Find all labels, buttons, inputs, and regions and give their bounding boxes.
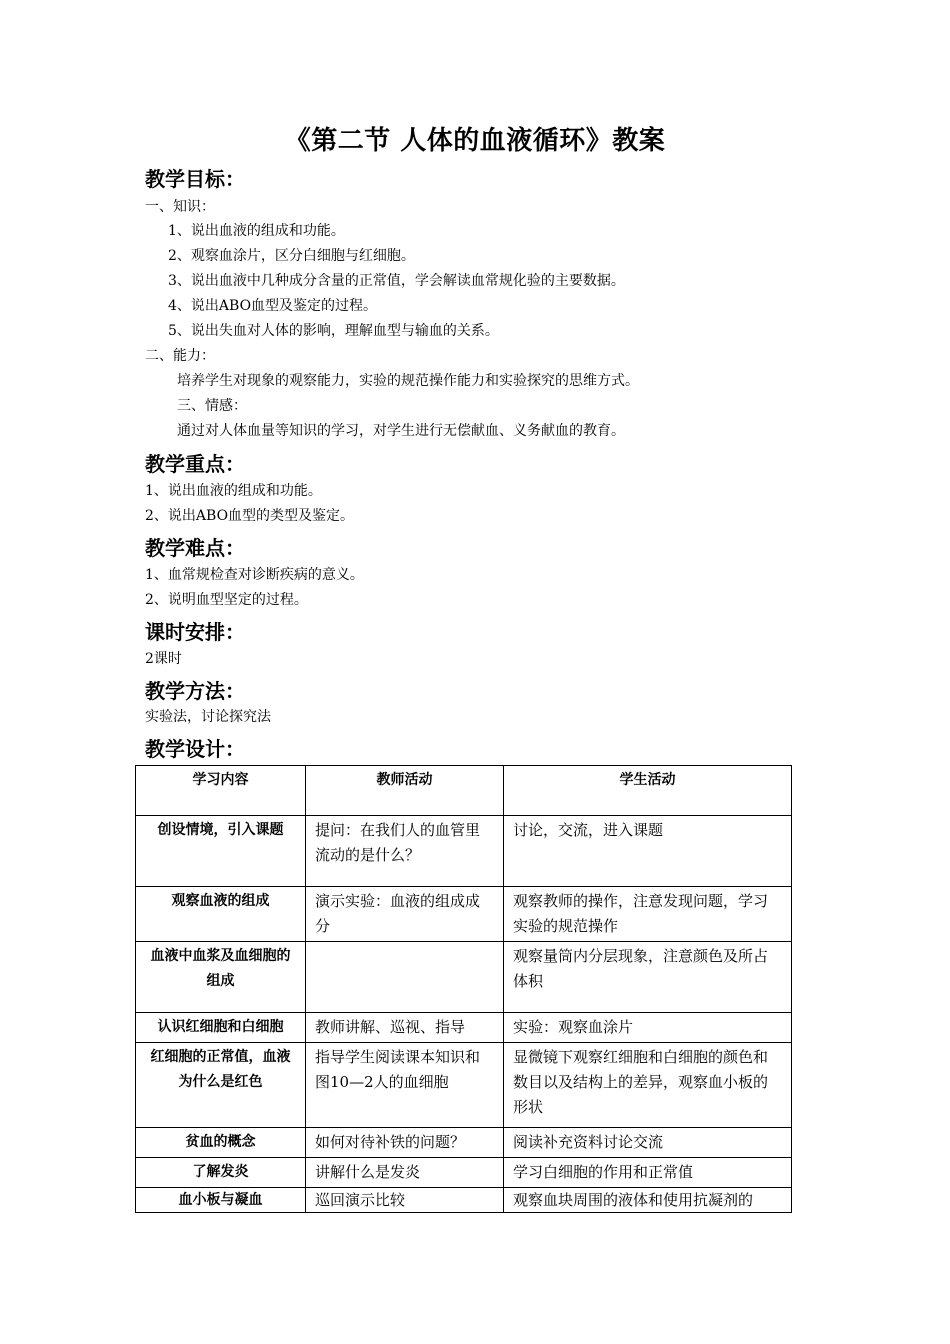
schedule-text: 2课时 bbox=[145, 651, 182, 667]
row-topic: 血液中血浆及血细胞的组成 bbox=[136, 942, 306, 1013]
column-header-student: 学生活动 bbox=[504, 766, 792, 816]
table-header-row bbox=[136, 766, 792, 816]
knowledge-heading: 一、知识： bbox=[145, 199, 215, 215]
methods-text: 实验法，讨论探究法 bbox=[145, 709, 271, 725]
row-student-activity: 阅读补充资料讨论交流 bbox=[504, 1128, 792, 1158]
table-row bbox=[136, 816, 792, 887]
row-teacher-activity: 如何对待补铁的问题？ bbox=[306, 1128, 504, 1158]
row-topic: 血小板与凝血 bbox=[136, 1188, 306, 1213]
row-topic: 了解发炎 bbox=[136, 1158, 306, 1188]
page-title: 《第二节 人体的血液循环》教案 bbox=[284, 126, 666, 156]
table-row bbox=[136, 1013, 792, 1043]
row-teacher-activity: 演示实验：血液的组成成分 bbox=[306, 887, 504, 942]
row-teacher-activity: 教师讲解、巡视、指导 bbox=[306, 1013, 504, 1043]
knowledge-item: 2、观察血涂片，区分白细胞与红细胞。 bbox=[168, 248, 415, 264]
column-header-content: 学习内容 bbox=[136, 766, 306, 816]
row-student-activity: 观察量筒内分层现象，注意颜色及所占体积 bbox=[504, 942, 792, 1013]
table-row bbox=[136, 887, 792, 942]
difficulty-item: 2、说明血型坚定的过程。 bbox=[145, 592, 308, 608]
row-teacher-activity: 提问：在我们人的血管里流动的是什么？ bbox=[306, 816, 504, 887]
teaching-design-table bbox=[135, 765, 792, 1213]
design-heading: 教学设计： bbox=[145, 737, 245, 761]
knowledge-item: 3、说出血液中几种成分含量的正常值，学会解读血常规化验的主要数据。 bbox=[168, 273, 625, 289]
key-point-item: 2、说出ABO血型的类型及鉴定。 bbox=[145, 508, 355, 524]
objectives-heading: 教学目标： bbox=[145, 167, 245, 191]
table-row bbox=[136, 1188, 792, 1213]
key-points-heading: 教学重点： bbox=[145, 452, 245, 476]
row-teacher-activity: 讲解什么是发炎 bbox=[306, 1158, 504, 1188]
row-topic: 创设情境，引入课题 bbox=[136, 816, 306, 887]
ability-text: 培养学生对现象的观察能力，实验的规范操作能力和实验探究的思维方式。 bbox=[177, 373, 639, 389]
row-student-activity: 实验：观察血涂片 bbox=[504, 1013, 792, 1043]
row-student-activity: 学习白细胞的作用和正常值 bbox=[504, 1158, 792, 1188]
emotion-heading: 三、情感： bbox=[177, 398, 247, 414]
difficulty-item: 1、血常规检查对诊断疾病的意义。 bbox=[145, 567, 364, 583]
row-student-activity: 显微镜下观察红细胞和白细胞的颜色和数目以及结构上的差异，观察血小板的形状 bbox=[504, 1043, 792, 1128]
table-row bbox=[136, 942, 792, 1013]
knowledge-item: 5、说出失血对人体的影响，理解血型与输血的关系。 bbox=[168, 323, 499, 339]
knowledge-item: 4、说出ABO血型及鉴定的过程。 bbox=[168, 298, 378, 314]
row-topic: 观察血液的组成 bbox=[136, 887, 306, 942]
row-student-activity: 讨论，交流，进入课题 bbox=[504, 816, 792, 887]
ability-heading: 二、能力： bbox=[145, 348, 215, 364]
table-row bbox=[136, 1128, 792, 1158]
column-header-teacher: 教师活动 bbox=[306, 766, 504, 816]
row-teacher-activity: 指导学生阅读课本知识和图10—2人的血细胞 bbox=[306, 1043, 504, 1128]
row-teacher-activity bbox=[306, 942, 504, 1013]
row-topic: 贫血的概念 bbox=[136, 1128, 306, 1158]
row-topic: 认识红细胞和白细胞 bbox=[136, 1013, 306, 1043]
table-row bbox=[136, 1043, 792, 1128]
row-teacher-activity: 巡回演示比较 bbox=[306, 1188, 504, 1213]
schedule-heading: 课时安排： bbox=[145, 620, 245, 644]
methods-heading: 教学方法： bbox=[145, 679, 245, 703]
emotion-text: 通过对人体血量等知识的学习，对学生进行无偿献血、义务献血的教育。 bbox=[177, 423, 625, 439]
difficulties-heading: 教学难点： bbox=[145, 536, 245, 560]
knowledge-item: 1、说出血液的组成和功能。 bbox=[168, 223, 345, 239]
row-student-activity: 观察教师的操作，注意发现问题，学习实验的规范操作 bbox=[504, 887, 792, 942]
table-row bbox=[136, 1158, 792, 1188]
row-student-activity: 观察血块周围的液体和使用抗凝剂的 bbox=[504, 1188, 792, 1213]
row-topic: 红细胞的正常值，血液为什么是红色 bbox=[136, 1043, 306, 1128]
key-point-item: 1、说出血液的组成和功能。 bbox=[145, 483, 322, 499]
